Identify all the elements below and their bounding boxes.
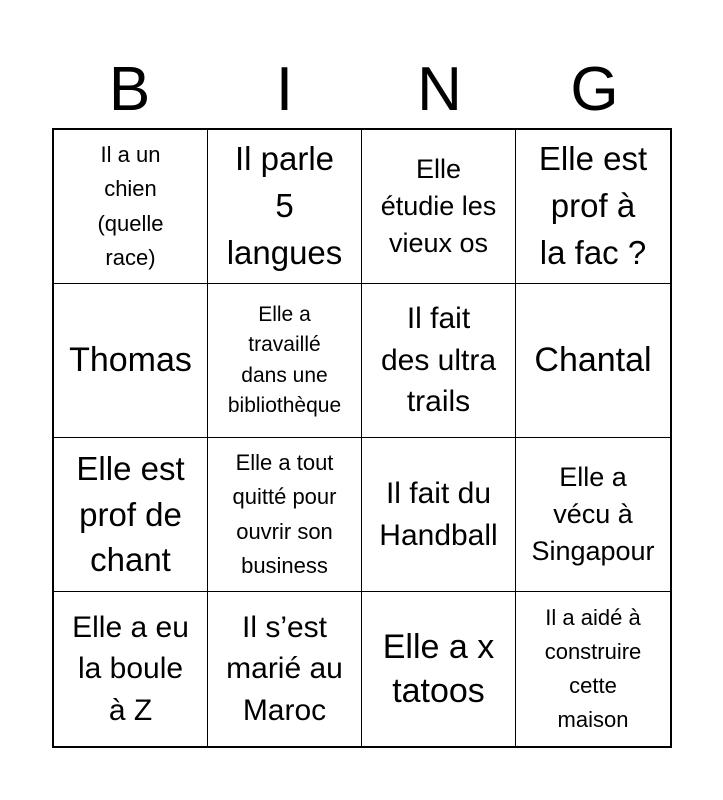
- bingo-cell-r2c4[interactable]: [516, 284, 670, 438]
- bingo-cell-r1c4[interactable]: [516, 130, 670, 284]
- bingo-cell-r3c4[interactable]: [516, 438, 670, 592]
- cell-text: Il a aidé à construire cette maison: [544, 604, 642, 733]
- cell-text: Il s’est marié au Maroc: [226, 610, 343, 727]
- cell-text: Elle a travaillé dans une bibliothèque: [227, 302, 342, 417]
- bingo-cell-r4c3[interactable]: [362, 592, 516, 746]
- cell-text: Elle est prof à la fac ?: [538, 140, 648, 271]
- header-letter-b: B: [108, 55, 151, 124]
- bingo-cell-r4c4[interactable]: [516, 592, 670, 746]
- header-letter-g: G: [570, 55, 619, 124]
- bingo-cell-r1c3[interactable]: [362, 130, 516, 284]
- header-letter-n: N: [417, 55, 462, 124]
- cell-text: Il fait des ultra trails: [380, 302, 497, 419]
- bingo-cell-r2c1[interactable]: [54, 284, 208, 438]
- cell-text: Il parle 5 langues: [226, 140, 343, 271]
- cell-text: Elle a eu la boule à Z: [72, 610, 189, 727]
- cell-text: Elle a vécu à Singapour: [531, 461, 655, 567]
- bingo-cell-r2c2[interactable]: [208, 284, 362, 438]
- cell-text: Elle a tout quitté pour ouvrir son business: [232, 450, 337, 578]
- header-letter-i: I: [275, 55, 294, 124]
- bingo-board: [52, 128, 672, 748]
- bingo-header: [52, 52, 672, 128]
- bingo-cell-r1c2[interactable]: [208, 130, 362, 284]
- bingo-cell-r2c3[interactable]: [362, 284, 516, 438]
- bingo-cell-r4c2[interactable]: [208, 592, 362, 746]
- bingo-cell-r3c3[interactable]: [362, 438, 516, 592]
- cell-text: Il fait du Handball: [379, 477, 498, 552]
- cell-text: Elle étudie les vieux os: [380, 153, 497, 259]
- cell-text: Elle est prof de chant: [76, 450, 185, 579]
- cell-text: Elle a x tatoos: [382, 627, 495, 710]
- bingo-cell-r3c1[interactable]: [54, 438, 208, 592]
- cell-text: Thomas: [69, 341, 192, 380]
- bingo-cell-r3c2[interactable]: [208, 438, 362, 592]
- bingo-cell-r4c1[interactable]: [54, 592, 208, 746]
- cell-text: Chantal: [534, 341, 652, 380]
- bingo-cell-r1c1[interactable]: [54, 130, 208, 284]
- cell-text: Il a un chien (quelle race): [97, 142, 164, 270]
